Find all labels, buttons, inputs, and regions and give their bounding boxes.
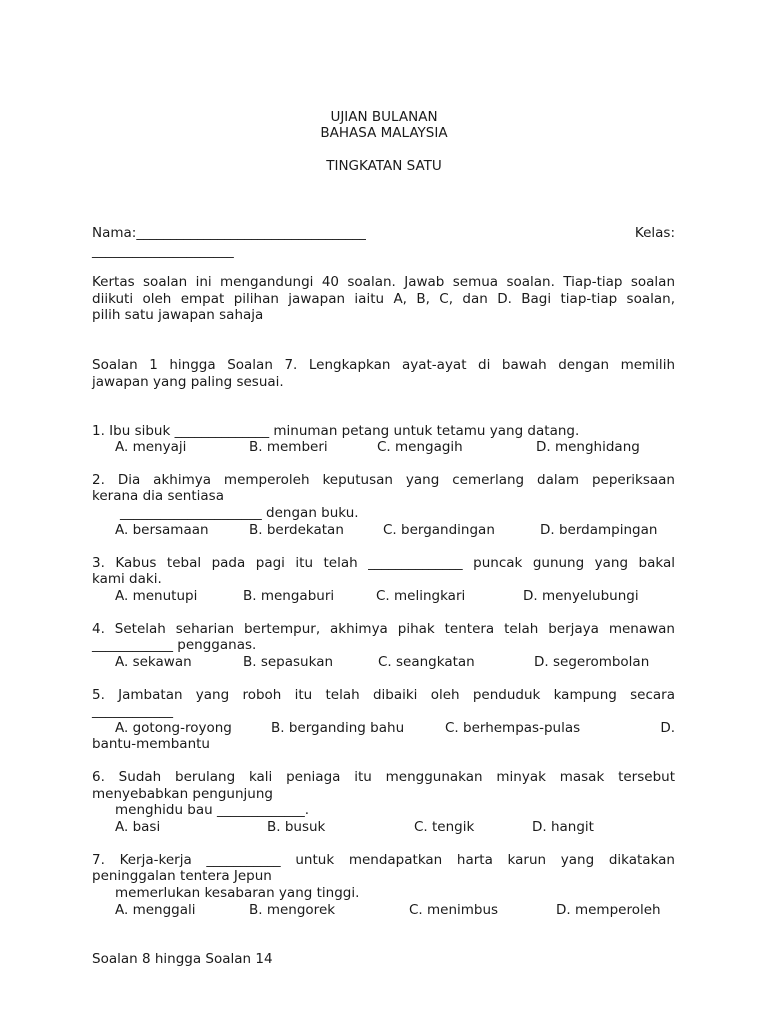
question-7-text-line-2: peninggalan tentera Jepun — [92, 868, 272, 884]
question-6-option-d: D. hangit — [532, 819, 594, 835]
section-2-heading: Soalan 8 hingga Soalan 14 — [92, 951, 273, 967]
instructions-line-2: diikuti oleh empat pilihan jawapan iaitu A, B, C, dan D. Bagi tiap-tiap soalan, — [92, 291, 675, 307]
question-6-text: 6. Sudah berulang kali peniaga itu menggunakan minyak masak tersebut — [92, 769, 675, 785]
name-field: Nama:__________________________________ — [92, 225, 366, 241]
question-2-text: 2. Dia akhimya memperoleh keputusan yang cemerlang dalam peperiksaan — [92, 472, 675, 488]
question-2-option-d: D. berdampingan — [540, 522, 658, 538]
question-4-option-d: D. segerombolan — [534, 654, 650, 670]
question-1-option-a: A. menyaji — [115, 439, 187, 455]
question-1-option-b: B. memberi — [249, 439, 328, 455]
section-1-heading: Soalan 1 hingga Soalan 7. Lengkapkan ayat-ayat di bawah dengan memilih — [92, 357, 675, 373]
question-4-text-line-2: ____________ pengganas. — [92, 637, 257, 653]
question-3-option-b: B. mengaburi — [243, 588, 335, 604]
instructions-line-1: Kertas soalan ini mengandungi 40 soalan. Jawab semua soalan. Tiap-tiap soalan — [92, 274, 675, 290]
question-3-option-c: C. melingkari — [376, 588, 466, 604]
question-2-option-a: A. bersamaan — [115, 522, 209, 538]
question-4-option-b: B. sepasukan — [243, 654, 334, 670]
question-4-option-c: C. seangkatan — [378, 654, 475, 670]
question-3-text-line-2: kami daki. — [92, 571, 162, 587]
class-field-blank: _____________________ — [92, 243, 234, 259]
question-2-option-b: B. berdekatan — [249, 522, 344, 538]
question-6-option-a: A. basi — [115, 819, 161, 835]
question-1-text: 1. Ibu sibuk ______________ minuman petang untuk tetamu yang datang. — [92, 423, 580, 439]
question-5-option-c: C. berhempas-pulas — [445, 720, 581, 736]
subject-title: BAHASA MALAYSIA — [320, 125, 448, 141]
question-7-text: 7. Kerja-kerja ___________ untuk mendapatkan harta karun yang dikatakan — [92, 852, 675, 868]
question-7-option-b: B. mengorek — [249, 902, 336, 918]
question-5-option-b: B. berganding bahu — [271, 720, 405, 736]
question-3-option-d: D. menyelubungi — [523, 588, 639, 604]
question-6-option-b: B. busuk — [267, 819, 326, 835]
question-6-text-line-2: menyebabkan pengunjung — [92, 786, 273, 802]
question-4-text: 4. Setelah seharian bertempur, akhimya pihak tentera telah berjaya menawan — [92, 621, 675, 637]
question-3-text: 3. Kabus tebal pada pagi itu telah ______________ puncak gunung yang bakal — [92, 555, 675, 571]
instructions-line-3: pilih satu jawapan sahaja — [92, 307, 264, 323]
question-1-option-d: D. menghidang — [536, 439, 640, 455]
question-7-text-line-3: memerlukan kesabaran yang tinggi. — [115, 885, 360, 901]
question-6-text-line-3: menghidu bau _____________. — [115, 802, 310, 818]
question-4-option-a: A. sekawan — [115, 654, 192, 670]
question-2-text-line-2: kerana dia sentiasa — [92, 488, 224, 504]
question-7-option-a: A. menggali — [115, 902, 196, 918]
question-2-option-c: C. bergandingan — [383, 522, 495, 538]
question-7-option-d: D. memperoleh — [556, 902, 661, 918]
question-1-option-c: C. mengagih — [377, 439, 463, 455]
question-2-text-line-3: _____________________ dengan buku. — [120, 505, 359, 521]
section-1-subheading: jawapan yang paling sesuai. — [92, 374, 284, 390]
exam-title: UJIAN BULANAN — [330, 109, 438, 125]
question-5-option-d-text: bantu-membantu — [92, 736, 210, 752]
class-label: Kelas: — [634, 225, 675, 241]
question-5-option-a: A. gotong-royong — [115, 720, 232, 736]
question-3-option-a: A. menutupi — [115, 588, 198, 604]
question-7-option-c: C. menimbus — [409, 902, 499, 918]
question-6-option-c: C. tengik — [414, 819, 475, 835]
question-5-text: 5. Jambatan yang roboh itu telah dibaiki oleh penduduk kampung secara — [92, 687, 675, 703]
form-title: TINGKATAN SATU — [326, 158, 442, 174]
question-5-blank: ____________ — [92, 703, 173, 719]
question-5-option-d: D. — [660, 720, 675, 736]
